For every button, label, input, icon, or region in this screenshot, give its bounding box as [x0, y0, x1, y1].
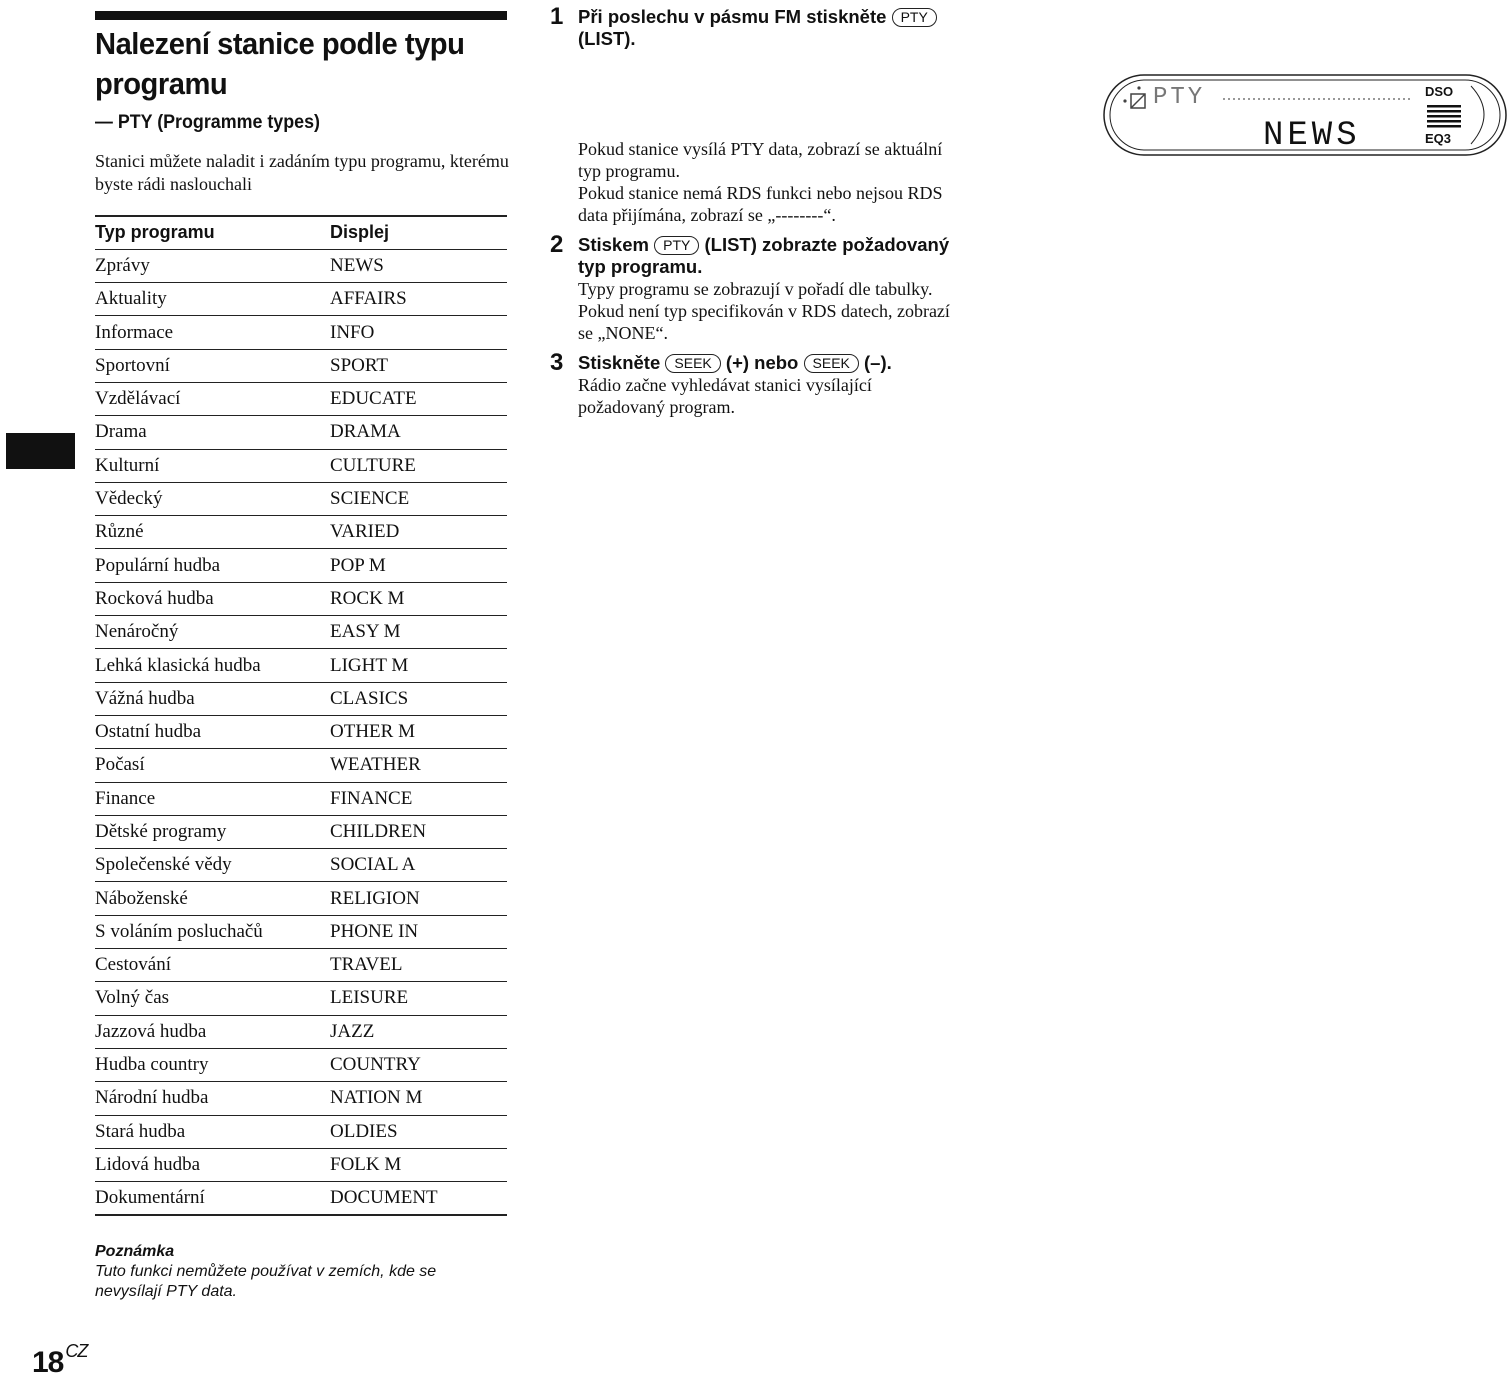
- program-type-cell: Populární hudba: [95, 549, 330, 582]
- display-code-cell: SOCIAL A: [330, 849, 507, 882]
- program-type-cell: Aktuality: [95, 283, 330, 316]
- step-1: [550, 3, 1454, 226]
- display-code-cell: POP M: [330, 549, 507, 582]
- column-header-display: Displej: [330, 216, 507, 249]
- program-type-cell: Vědecký: [95, 482, 330, 515]
- step-2: [550, 231, 960, 344]
- step-1-number: 1: [550, 3, 564, 30]
- pty-key-label: PTY: [892, 8, 937, 27]
- table-row: [95, 283, 507, 316]
- program-type-cell: Jazzová hudba: [95, 1015, 330, 1048]
- program-type-cell: Národní hudba: [95, 1082, 330, 1115]
- page-subtitle: — PTY (Programme types): [95, 112, 320, 133]
- seek-key-label: SEEK: [665, 354, 720, 373]
- table-row: [95, 849, 507, 882]
- header-rule: [95, 11, 507, 20]
- table-row: [95, 1082, 507, 1115]
- program-type-cell: Nenáročný: [95, 616, 330, 649]
- step-3-heading-mid: (+) nebo: [725, 352, 799, 373]
- display-code-cell: TRAVEL: [330, 949, 507, 982]
- table-header-row: [95, 216, 507, 249]
- table-row: [95, 1182, 507, 1215]
- table-row: [95, 1015, 507, 1048]
- program-type-cell: Společenské vědy: [95, 849, 330, 882]
- pty-table: [95, 215, 507, 1216]
- display-code-cell: EASY M: [330, 616, 507, 649]
- step-1-heading-tail: (LIST).: [578, 28, 636, 49]
- program-type-cell: Drama: [95, 416, 330, 449]
- program-type-cell: Vzdělávací: [95, 382, 330, 415]
- step-2-heading-tail: (LIST) zobrazte požadovaný typ programu.: [578, 234, 950, 277]
- program-type-cell: Dokumentární: [95, 1182, 330, 1215]
- lcd-pty-label: PTY: [1153, 84, 1206, 111]
- pty-table-body: [95, 249, 507, 1215]
- column-header-program-type: Typ programu: [95, 216, 330, 249]
- pty-key-label: PTY: [654, 236, 699, 255]
- display-code-cell: JAZZ: [330, 1015, 507, 1048]
- note-box: [95, 1242, 495, 1302]
- table-row: [95, 749, 507, 782]
- display-code-cell: LEISURE: [330, 982, 507, 1015]
- instruction-steps: [550, 3, 1454, 418]
- display-code-cell: CHILDREN: [330, 815, 507, 848]
- program-type-cell: Zprávy: [95, 249, 330, 282]
- step-2-body-line-2: Pokud není typ specifikován v RDS datech, zobrazí se „NONE“.: [578, 301, 950, 343]
- display-code-cell: NEWS: [330, 249, 507, 282]
- step-2-body: [578, 278, 960, 344]
- display-code-cell: WEATHER: [330, 749, 507, 782]
- table-row: [95, 382, 507, 415]
- table-row: [95, 782, 507, 815]
- display-code-cell: SPORT: [330, 349, 507, 382]
- display-code-cell: RELIGION: [330, 882, 507, 915]
- table-row: [95, 949, 507, 982]
- program-type-cell: Finance: [95, 782, 330, 815]
- intro-text: Stanici můžete naladit i zadáním typu programu, kterému byste rádi naslouchali: [95, 151, 509, 194]
- table-row: [95, 549, 507, 582]
- display-code-cell: SCIENCE: [330, 482, 507, 515]
- display-code-cell: FINANCE: [330, 782, 507, 815]
- step-1-heading: [578, 6, 960, 50]
- table-row: [95, 1115, 507, 1148]
- table-row: [95, 882, 507, 915]
- table-row: [95, 649, 507, 682]
- table-row: [95, 416, 507, 449]
- program-type-cell: Stará hudba: [95, 1115, 330, 1148]
- program-type-cell: Sportovní: [95, 349, 330, 382]
- step-2-body-line-1: Typy programu se zobrazují v pořadí dle tabulky.: [578, 279, 933, 299]
- table-row: [95, 982, 507, 1015]
- display-code-cell: FOLK M: [330, 1148, 507, 1181]
- display-code-cell: OLDIES: [330, 1115, 507, 1148]
- program-type-cell: Cestování: [95, 949, 330, 982]
- table-row: [95, 249, 507, 282]
- program-type-cell: Různé: [95, 516, 330, 549]
- program-type-cell: Kulturní: [95, 449, 330, 482]
- program-type-cell: S voláním posluchačů: [95, 915, 330, 948]
- display-code-cell: COUNTRY: [330, 1048, 507, 1081]
- table-row: [95, 516, 507, 549]
- step-2-number: 2: [550, 231, 564, 258]
- program-type-cell: Hudba country: [95, 1048, 330, 1081]
- step-1-body-line-1: Pokud stanice vysílá PTY data, zobrazí se aktuální typ programu.: [578, 139, 943, 181]
- note-text: Tuto funkci nemůžete používat v zemích, kde se nevysílají PTY data.: [95, 1263, 437, 1300]
- table-row: [95, 582, 507, 615]
- step-3-heading: [578, 352, 960, 374]
- lcd-eq-label: EQ3: [1425, 131, 1452, 146]
- step-3-number: 3: [550, 349, 564, 376]
- table-row: [95, 616, 507, 649]
- program-type-cell: Dětské programy: [95, 815, 330, 848]
- step-3-heading-text: Stiskněte: [578, 352, 661, 373]
- table-row: [95, 1148, 507, 1181]
- display-code-cell: OTHER M: [330, 715, 507, 748]
- step-2-heading: [578, 234, 960, 278]
- program-type-cell: Rocková hudba: [95, 582, 330, 615]
- display-code-cell: CLASICS: [330, 682, 507, 715]
- page-number-suffix: CZ: [65, 1341, 88, 1361]
- display-code-cell: NATION M: [330, 1082, 507, 1115]
- program-type-cell: Počasí: [95, 749, 330, 782]
- page-number: [32, 1341, 88, 1380]
- table-row: [95, 316, 507, 349]
- section-tab-marker: [6, 433, 75, 469]
- program-type-cell: Lidová hudba: [95, 1148, 330, 1181]
- program-type-cell: Vážná hudba: [95, 682, 330, 715]
- step-3: [550, 349, 960, 418]
- page-title: Nalezení stanice podle typu programu: [95, 26, 465, 101]
- note-heading: Poznámka: [95, 1243, 175, 1260]
- display-code-cell: CULTURE: [330, 449, 507, 482]
- program-type-cell: Lehká klasická hudba: [95, 649, 330, 682]
- step-1-body-line-2: Pokud stanice nemá RDS funkci nebo nejsou RDS data přijímána, zobrazí se „--------“.: [578, 183, 943, 225]
- page-number-value: 18: [32, 1346, 64, 1379]
- program-type-cell: Informace: [95, 316, 330, 349]
- seek-key-label: SEEK: [804, 354, 859, 373]
- display-code-cell: INFO: [330, 316, 507, 349]
- display-code-cell: ROCK M: [330, 582, 507, 615]
- program-type-cell: Ostatní hudba: [95, 715, 330, 748]
- table-row: [95, 715, 507, 748]
- display-code-cell: PHONE IN: [330, 915, 507, 948]
- table-row: [95, 682, 507, 715]
- program-type-cell: Náboženské: [95, 882, 330, 915]
- program-type-cell: Volný čas: [95, 982, 330, 1015]
- step-1-heading-text: Při poslechu v pásmu FM stiskněte: [578, 6, 887, 27]
- step-1-body: [578, 138, 960, 226]
- display-code-cell: DRAMA: [330, 416, 507, 449]
- display-code-cell: LIGHT M: [330, 649, 507, 682]
- table-row: [95, 1048, 507, 1081]
- step-3-body: [578, 374, 960, 418]
- display-code-cell: EDUCATE: [330, 382, 507, 415]
- table-row: [95, 482, 507, 515]
- table-row: [95, 349, 507, 382]
- table-row: [95, 915, 507, 948]
- lcd-dso-label: DSO: [1425, 84, 1454, 99]
- table-row: [95, 449, 507, 482]
- radio-display-illustration: [1103, 74, 1507, 156]
- display-code-cell: AFFAIRS: [330, 283, 507, 316]
- display-code-cell: DOCUMENT: [330, 1182, 507, 1215]
- step-2-heading-text: Stiskem: [578, 234, 649, 255]
- display-code-cell: VARIED: [330, 516, 507, 549]
- lcd-main-text: NEWS: [1263, 117, 1361, 155]
- step-3-body-line-1: Rádio začne vyhledávat stanici vysílající požadovaný program.: [578, 375, 872, 417]
- step-3-heading-tail: (–).: [864, 352, 892, 373]
- table-row: [95, 815, 507, 848]
